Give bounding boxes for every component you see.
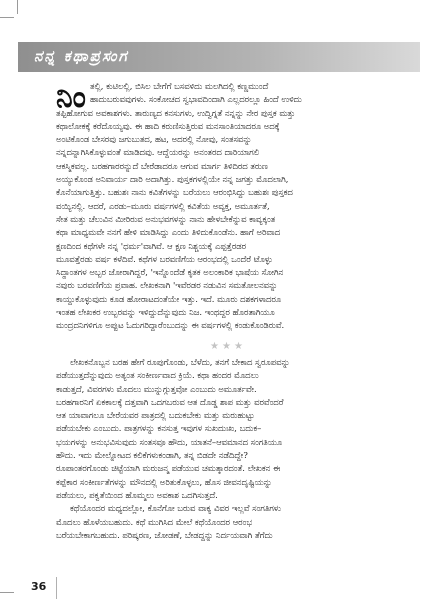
- crop-mark-top-left-v: [17, 0, 18, 14]
- text-line: ಸೇತ ಮತ್ತು ಚೆಲುವಿನ ಮೀರಿರುವ ಅನುಭವಗಳನ್ನು ನಾನು ಹೇಳಬೇಕೆನ್ನುವ ಕಾವ್ಯಕ್ಕಂತ: [56, 213, 276, 224]
- text-line: ಕ್ಷಣದಿಂದ ಕಥೆಗಳೇ ನನ್ನ 'ಧರ್ಮ'ವಾಗಿವೆ. ಆ ಕ್ಷಣ ನಿಶ್ಚಯಕ್ಕೆ ಎಪ್ಪತ್ತೆರಡರ: [56, 240, 247, 251]
- section-title: ನನ್ನ ಕಥಾಪ್ರಸಂಗ: [34, 47, 129, 65]
- text-line: ಹೌದು. ಇದು ಮೇಲ್ನೋಟದ ಕಲಿಕೆಗಳುಕಂಡಾಗಿ, ತನ್ನ ಬಿಡದೇ ನಡೆದಿದ್ದೇ?: [56, 450, 248, 461]
- drop-cap: ನಿಂ: [56, 80, 86, 115]
- text-line: ನನ್ನದನ್ನಾಗಿಸಿಕೊಳ್ಳುವಂತೆ ಮಾಡಿದವು. ಆದ್ದೆಯರನ್ನು ಅನಂತರದ ದಾರಿಯಾಗಲಿ: [56, 147, 260, 158]
- crop-mark-bottom-left-h: [0, 592, 14, 593]
- text-line: ಕೊನೆಯಾಗುತ್ತಿತ್ತು. ಬಹುಶಃ ನಾನು ಕವಿತೆಗಳನ್ನು ಬರೆಯಲು ಆರಂಭಿಸಿದ್ದು ಬಹುಶಃ ಪುಸ್ತಕದ: [56, 187, 293, 198]
- crop-mark-top-left-h: [0, 17, 14, 18]
- paragraph-2: [56, 356, 406, 542]
- page-number: 36: [31, 580, 47, 593]
- text-line: ಆತ ಯಾವಾಗಲೂ ಬೇರೆಯವರ ಪಾತ್ರದಲ್ಲಿ ಬದುಕಬೇಕು ಮತ್ತು ಮರುಹುಟ್ಟು: [56, 410, 255, 421]
- text-line: ಅಯ್ಯುಕೊಂಡ ಅನಿವಾರ್ಯ ದಾರಿ ಅದಾಗಿತ್ತು. ಪುಸ್ತಕಗಳಲ್ಲಿಯೇ ನನ್ನ ಜಗತ್ತು ಮೊದಲಾಗಿ,: [56, 174, 289, 185]
- text-line: ರೂಪಾಂತರಗೊಂಡು ಚಿಟ್ಟೆಯಾಗಿ ಮರುಜನ್ಮ ಪಡೆಯುವ ಚಮತ್ಕಾರದಂತೆ. ಲೇಖಕನ ಈ: [56, 463, 281, 474]
- text-line: ತಪ್ಪಿಹೋಗುವ ಅವಕಾಶಗಳು. ತಾರುಣ್ಯದ ಕನಸುಗಳು, ಉದ್ವಿಗ್ನತೆ ನನ್ನನ್ನು ನೇರ ಪುಸ್ತಕ ಮತ್ತು: [56, 107, 296, 118]
- text-line: ವಯ್ಯಿನಲ್ಲಿ. ಆದರೆ, ಎರಡು–ಮೂರು ವರ್ಷಗಳಲ್ಲಿ ಕವಿತೆಯ ಅವ್ಯಕ್ತ, ಅಮೂರ್ತತೆ,: [56, 200, 270, 211]
- text-line: ಲೇಖಕನೊಬ್ಬನ ಬರಹ ಹೇಗೆ ರೂಪುಗೊಂಡು, ಬೆಳೆದು, ತನಗೆ ಬೇಕಾದ ಸ್ವರೂಪವನ್ನು: [70, 357, 290, 367]
- text-line: ಹಾದುಬರುವವುಗಳು. ಸಂಕೋಚದ ಸ್ವಭಾವದಿಂದಾಗಿ ಎಲ್ಲದರಲ್ಲೂ ಹಿಂದೆ ಉಳಿದು: [90, 94, 302, 105]
- footer-rule: [56, 577, 57, 599]
- text-line: ಕಾಯ್ದುಕೊಳ್ಳುವುದು ಕೂಡ ಹೋರಾಟದಂತೆಯೇ ಇತ್ತು. ಇದೆ. ಮೂರು ದಶಕಗಳಾದರೂ: [56, 293, 282, 304]
- text-line: ಬರೆಯಬೇಕಾಗಬಹುದು. ಪರಿಷ್ಕರಣ, ಜೋಡಣೆ, ಬೇಡದ್ದನ್ನು ನಿರ್ದಯವಾಗಿ ತೆಗೆದು: [56, 529, 273, 540]
- text-line: ಕಥಾ ಮಾಧ್ಯಮವೇ ನನಗೆ ಹೇಳಿ ಮಾಡಿಸಿದ್ದು ಎಂದು ತಿಳಿದುಕೊಂಡೆನು. ಹಾಗೆ ಅರಿವಾದ: [56, 227, 281, 238]
- text-line: ಭಯಗಳನ್ನು ಅನುಭವಿಸುವುದು ಸಂತಸವೂ ಹೌದು, ಯಾತನೆ–ಆವಮಾನದ ಸಂಗತಿಯೂ: [56, 436, 283, 447]
- text-line: ಅಂಟಿಕೊಂಡ ಬೇಸರವು ಜಗುಬುತದ, ಹಟ, ಅದರಲ್ಲಿ ನೋವು, ಸಂತಸವನ್ನು: [56, 134, 252, 145]
- text-line: ಪಡೆಯಬೇಕು ಎಂಬುದು. ಪಾತ್ರಗಳನ್ನು ಕನಸುತ್ತ ಇವುಗಳ ಸುಖದುಃಖ, ಬದುಕ–: [56, 423, 262, 434]
- text-line: ಕಪ್ಪೆಕಾರ ಸಂಕೀರ್ಣತೆಗಳನ್ನು ಮೌನದಲ್ಲಿ ಅರಿತುಕೊಳ್ಳಲು, ಹೊಸ ಜೀವನದೃಷ್ಟಿಯನ್ನು: [56, 476, 273, 487]
- text-line: ಕಥಾಲೋಕಕ್ಕೆ ಕರೆದೊಯ್ಯವು. ಈ ಹಾದಿ ಕರುಣಿಸುತ್ತಿರುವ ಮನಸಾಂತಿಯಾದರೂ ಅದಕ್ಕೆ: [56, 120, 280, 131]
- text-line: ಸಿದ್ಧಾಂತಗಳ ಅಬ್ಬರ ಜೋರಾಗಿದ್ದರೆ, 'ಇನ್ನೊಂದೆಡೆ ಕೃತಕ ಅಲಂಕಾರಿಕ ಭಾಷೆಯ ಸೋಗಿನ: [56, 267, 284, 278]
- text-line: ಮೊದಲು ಹೊಳೆಯಬಹುದು. ಕಥೆ ಮುಗಿಸಿದ ಮೇಲೆ ಕಥೆಯೊಂದರ ಆರಂಭ: [56, 516, 253, 527]
- text-line: ಬರಹಗಾರನಿಗೆ ಏಕಕಾಲಕ್ಕೆ ದತ್ತವಾಗಿ ಒದಗಬರುವ ಆತ ದೊಡ್ಡ ಶಾಪ ಮತ್ತು ವರವೆಂದರೆ: [56, 396, 284, 407]
- text-line: ಪಡೆಯಲು, ಪಕ್ವತೆಯಿಂದ ಹೊಮ್ಮಲು ಅವಕಾಶ ಒದಗಿಸುತ್ತದೆ.: [56, 489, 218, 500]
- section-separator: ★★★: [210, 341, 246, 352]
- text-line: ಮೂವತ್ತೆರಡು ವರ್ಷ ಕಳೆದಿವೆ. ಕಥೆಗಳ ಬರವಣಿಗೆಯ ಆರಂಭದಲ್ಲಿ ಒಂದೆರೆ ಟೊಳ್ಳು: [56, 253, 273, 264]
- text-line: ಆಕಸ್ಮಿಕವಲ್ಲ. ಬರಹಗಾರರನ್ನುದೆ ಬೇರೆಡಾದರೂ ಆಗುವ ಮಾರ್ಗ ತಿಳಿದಿರದ ತರುಣ: [56, 160, 268, 171]
- section-header-bar: [18, 42, 420, 72]
- text-line: ಕಥೆಯೊಂದರ ಮಧ್ಯದಲ್ಲೋ, ಕೊನೆಗೋ ಬರುವ ವಾಕ್ಯ ವಿವರ ಇಲ್ಲವೆ ಸಂಗತಿಗಳು: [70, 503, 281, 514]
- text-line: ಪಡೆಯುತ್ತದೆನ್ನುವುದು ಅತ್ಯಂತ ಸಂಕೀರ್ಣವಾದ ಕ್ರಿಯೆ. ಕಥಾ ಹಂದರ ಮೊದಲು: [56, 370, 259, 381]
- text-line: ಇಂತಹ ಲೇಖಕರ ಉಬ್ಬರವನ್ನು ಇಳಿದ್ದುದೆನ್ನುವುದು ನಿಜ. ಇಂಥದ್ದರ ಹೊರತಾಗಿಯೂ: [56, 307, 275, 318]
- paragraph-1: [56, 80, 406, 333]
- text-line: ಮಂದ್ರದನಿಗಳಿಗೂ ಅಪ್ಪುಟ ಓದುಗರಿದ್ದಾರೆಂಬುದನ್ನು ಈ ವರ್ಷಗಳಲ್ಲಿ ಕಂಡುಕೊಂಡಿರುವೆ.: [56, 320, 285, 331]
- text-line: ಕಾಡುತ್ತದೆ, ವಿವರಗಳು ಮೊದಲು ಮುನ್ನುಗ್ಗುತ್ತವೋ ಎಂಬುದು ಅಮೂರ್ತವೇ.: [56, 383, 257, 394]
- text-line: ತಲ್ಲಿ, ಕುಟಿಲಲ್ಲಿ, ಬಿಸಿಲ ಬೇಗೆಗೆ ಬಸವಳಿದು ಮಲಗಿದಲ್ಲಿ ಕಣ್ಣಮುಂದೆ: [90, 81, 269, 91]
- text-line: ನವುರು ಬರವಣಿಗೆಯ ಪ್ರವಾಹ. ಲೇಖಕನಾಗಿ 'ಇವೆರಡರ ನಡುವಿನ ಸಮತೋಲನವನ್ನು: [56, 280, 278, 291]
